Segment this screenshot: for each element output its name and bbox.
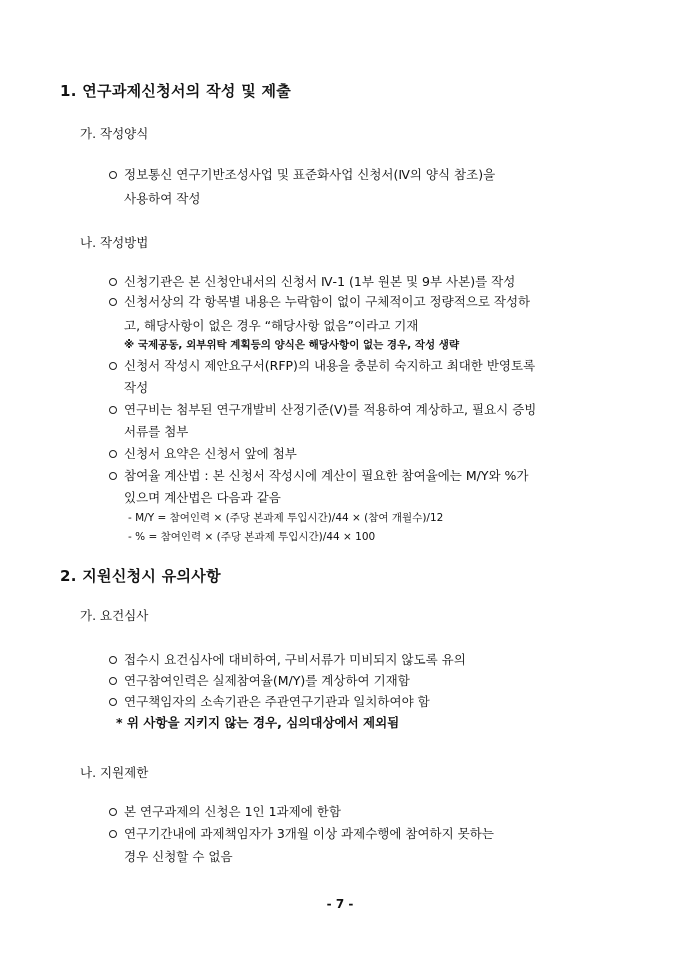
list-item: 연구책임자의 소속기관은 주관연구기관과 일치하여야 함 — [124, 694, 430, 709]
warning-text: * 위 사항을 지키지 않는 경우, 심의대상에서 제외됨 — [116, 715, 400, 730]
list-item: 신청서 요약은 신청서 앞에 첨부 — [124, 446, 297, 461]
list-item-continuation: 경우 신청할 수 없음 — [124, 849, 233, 864]
list-item: 연구기간내에 과제책임자가 3개월 이상 과제수행에 참여하지 못하는 — [124, 826, 494, 841]
page-number: - 7 - — [326, 897, 354, 911]
bullet-icon — [109, 830, 117, 838]
bullet-icon — [109, 677, 117, 685]
list-item: 연구참여인력은 실제참여율(M/Y)를 계상하여 기재함 — [124, 673, 410, 688]
list-item-continuation: 고, 해당사항이 없은 경우 “해당사항 없음”이라고 기재 — [124, 318, 419, 333]
bullet-icon — [109, 450, 117, 458]
list-item: 신청서상의 각 항목별 내용은 누락함이 없이 구체적이고 정량적으로 작성하 — [124, 294, 531, 309]
subsection-2a-title: 가. 요건심사 — [80, 608, 149, 623]
list-item: 신청기관은 본 신청안내서의 신청서 Ⅳ-1 (1부 원본 및 9부 사본)를 작성 — [124, 274, 516, 289]
formula-line: - M/Y = 참여인력 × (주당 본과제 투입시간)/44 × (참여 개월수)/12 — [128, 512, 444, 524]
subsection-1b-title: 나. 작성방법 — [80, 235, 149, 250]
list-item-continuation: 작성 — [124, 380, 149, 395]
list-item: 접수시 요건심사에 대비하여, 구비서류가 미비되지 않도록 유의 — [124, 652, 466, 667]
bullet-icon — [109, 656, 117, 664]
bullet-icon — [109, 298, 117, 306]
subsection-1a-title: 가. 작성양식 — [80, 126, 149, 141]
bullet-icon — [109, 472, 117, 480]
bullet-icon — [109, 406, 117, 414]
bullet-icon — [109, 171, 117, 179]
note-text: ※ 국제공동, 외부위탁 계획등의 양식은 해당사항이 없는 경우, 작성 생략 — [124, 339, 460, 351]
bullet-icon — [109, 278, 117, 286]
list-item: 본 연구과제의 신청은 1인 1과제에 한함 — [124, 804, 341, 819]
bullet-icon — [109, 362, 117, 370]
list-item-continuation: 서류를 첨부 — [124, 424, 189, 439]
bullet-icon — [109, 808, 117, 816]
section-1-title: 1. 연구과제신청서의 작성 및 제출 — [60, 82, 292, 100]
list-item-continuation: 사용하여 작성 — [124, 191, 201, 206]
subsection-2b-title: 나. 지원제한 — [80, 765, 149, 780]
formula-line: - % = 참여인력 × (주당 본과제 투입시간)/44 × 100 — [128, 531, 376, 543]
list-item: 연구비는 첨부된 연구개발비 산정기준(Ⅴ)를 적용하여 계상하고, 필요시 증빙 — [124, 402, 537, 417]
list-item: 신청서 작성시 제안요구서(RFP)의 내용을 충분히 숙지하고 최대한 반영토록 — [124, 358, 536, 373]
section-2-title: 2. 지원신청시 유의사항 — [60, 567, 221, 585]
list-item: 정보통신 연구기반조성사업 및 표준화사업 신청서(Ⅳ의 양식 참조)을 — [124, 167, 496, 182]
list-item-continuation: 있으며 계산법은 다음과 같음 — [124, 490, 281, 505]
bullet-icon — [109, 698, 117, 706]
list-item: 참여율 계산법 : 본 신청서 작성시에 계산이 필요한 참여율에는 M/Y와 %가 — [124, 468, 529, 483]
